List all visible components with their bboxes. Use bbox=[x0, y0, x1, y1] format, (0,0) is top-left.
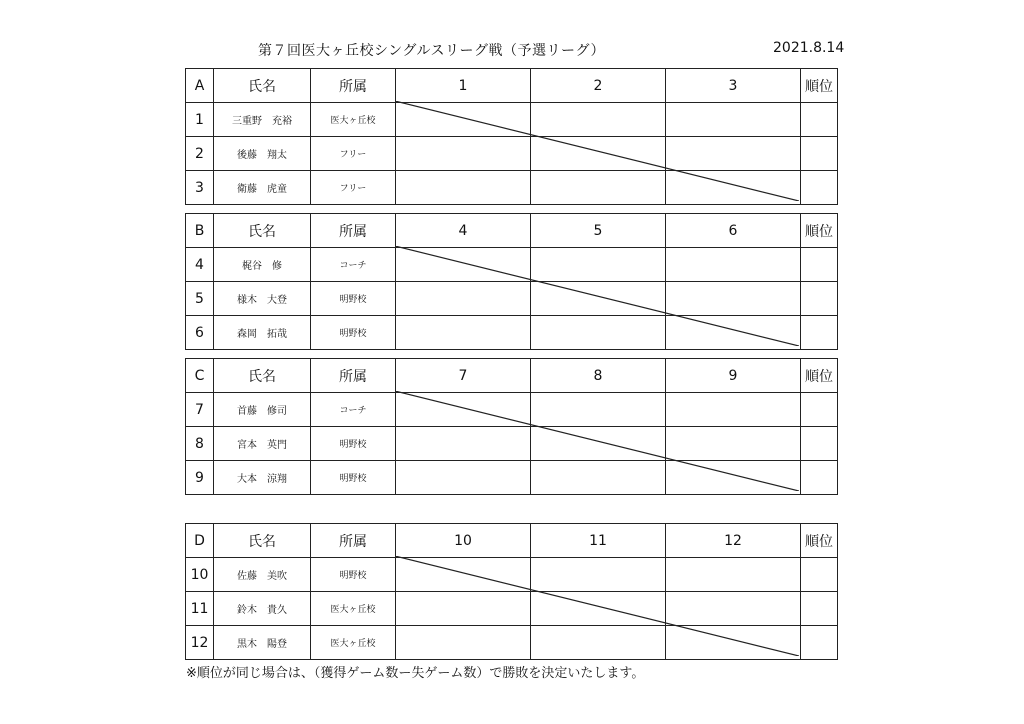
player-affiliation: フリー bbox=[311, 171, 396, 205]
player-affiliation: 明野校 bbox=[311, 282, 396, 316]
league-label: B bbox=[186, 214, 214, 248]
match-number-header: 11 bbox=[531, 524, 666, 558]
score-cell bbox=[531, 427, 666, 461]
rank-cell bbox=[801, 316, 838, 350]
score-cell bbox=[531, 103, 666, 137]
score-cell bbox=[531, 137, 666, 171]
league-label: D bbox=[186, 524, 214, 558]
score-cell bbox=[531, 171, 666, 205]
score-cell bbox=[396, 171, 531, 205]
player-number: 10 bbox=[186, 558, 214, 592]
score-cell bbox=[666, 592, 801, 626]
table-row bbox=[186, 248, 838, 282]
player-name: 三重野 充裕 bbox=[214, 103, 311, 137]
score-cell bbox=[396, 461, 531, 495]
rank-cell bbox=[801, 461, 838, 495]
score-cell bbox=[531, 461, 666, 495]
match-number-header: 10 bbox=[396, 524, 531, 558]
affiliation-column-header: 所属 bbox=[311, 359, 396, 393]
score-cell bbox=[666, 427, 801, 461]
rank-cell bbox=[801, 137, 838, 171]
match-number-header: 7 bbox=[396, 359, 531, 393]
score-cell bbox=[396, 137, 531, 171]
rank-cell bbox=[801, 248, 838, 282]
player-name: 佐藤 美吹 bbox=[214, 558, 311, 592]
player-number: 3 bbox=[186, 171, 214, 205]
table-row bbox=[186, 427, 838, 461]
player-name: 宮本 英門 bbox=[214, 427, 311, 461]
player-affiliation: 明野校 bbox=[311, 461, 396, 495]
rank-cell bbox=[801, 171, 838, 205]
rank-cell bbox=[801, 427, 838, 461]
league-table-a bbox=[185, 68, 837, 201]
score-cell bbox=[666, 282, 801, 316]
score-cell bbox=[396, 626, 531, 660]
score-cell bbox=[666, 461, 801, 495]
result-grid bbox=[185, 358, 838, 495]
score-cell bbox=[531, 282, 666, 316]
score-cell bbox=[531, 626, 666, 660]
score-cell bbox=[531, 558, 666, 592]
table-row bbox=[186, 558, 838, 592]
score-cell bbox=[396, 248, 531, 282]
table-row bbox=[186, 393, 838, 427]
rank-cell bbox=[801, 103, 838, 137]
score-cell bbox=[396, 558, 531, 592]
score-cell bbox=[531, 248, 666, 282]
date-label: 2021.8.14 bbox=[773, 40, 845, 56]
score-cell bbox=[396, 316, 531, 350]
score-cell bbox=[666, 558, 801, 592]
rank-cell bbox=[801, 393, 838, 427]
player-number: 7 bbox=[186, 393, 214, 427]
score-cell bbox=[396, 393, 531, 427]
match-number-header: 1 bbox=[396, 69, 531, 103]
league-table-d bbox=[185, 523, 837, 656]
header-row bbox=[186, 524, 838, 558]
affiliation-column-header: 所属 bbox=[311, 214, 396, 248]
score-cell bbox=[666, 171, 801, 205]
player-name: 後藤 翔太 bbox=[214, 137, 311, 171]
match-number-header: 3 bbox=[666, 69, 801, 103]
match-number-header: 4 bbox=[396, 214, 531, 248]
rank-column-header: 順位 bbox=[801, 69, 838, 103]
header-row bbox=[186, 359, 838, 393]
rank-column-header: 順位 bbox=[801, 524, 838, 558]
result-grid bbox=[185, 68, 838, 205]
league-table-b bbox=[185, 213, 837, 346]
name-column-header: 氏名 bbox=[214, 524, 311, 558]
score-cell bbox=[396, 427, 531, 461]
player-affiliation: コーチ bbox=[311, 393, 396, 427]
result-grid bbox=[185, 523, 838, 660]
score-cell bbox=[396, 103, 531, 137]
header-row bbox=[186, 69, 838, 103]
player-number: 4 bbox=[186, 248, 214, 282]
player-affiliation: 明野校 bbox=[311, 427, 396, 461]
league-table-c bbox=[185, 358, 837, 491]
table-row bbox=[186, 103, 838, 137]
score-cell bbox=[396, 592, 531, 626]
league-label: C bbox=[186, 359, 214, 393]
player-number: 6 bbox=[186, 316, 214, 350]
player-affiliation: コーチ bbox=[311, 248, 396, 282]
score-cell bbox=[666, 316, 801, 350]
player-number: 9 bbox=[186, 461, 214, 495]
match-number-header: 2 bbox=[531, 69, 666, 103]
score-cell bbox=[666, 626, 801, 660]
affiliation-column-header: 所属 bbox=[311, 524, 396, 558]
score-cell bbox=[666, 103, 801, 137]
table-row bbox=[186, 592, 838, 626]
player-number: 2 bbox=[186, 137, 214, 171]
score-cell bbox=[666, 393, 801, 427]
player-name: 鈴木 貴久 bbox=[214, 592, 311, 626]
match-number-header: 8 bbox=[531, 359, 666, 393]
player-affiliation: 明野校 bbox=[311, 558, 396, 592]
score-cell bbox=[666, 248, 801, 282]
score-cell bbox=[531, 592, 666, 626]
rank-column-header: 順位 bbox=[801, 214, 838, 248]
match-number-header: 9 bbox=[666, 359, 801, 393]
league-label: A bbox=[186, 69, 214, 103]
match-number-header: 6 bbox=[666, 214, 801, 248]
name-column-header: 氏名 bbox=[214, 214, 311, 248]
player-name: 森岡 拓哉 bbox=[214, 316, 311, 350]
page-title: 第７回医大ヶ丘校シングルスリーグ戦（予選リーグ） bbox=[258, 43, 605, 59]
player-affiliation: 明野校 bbox=[311, 316, 396, 350]
player-name: 首藤 修司 bbox=[214, 393, 311, 427]
player-name: 梶谷 修 bbox=[214, 248, 311, 282]
match-number-header: 5 bbox=[531, 214, 666, 248]
table-row bbox=[186, 137, 838, 171]
table-row bbox=[186, 282, 838, 316]
table-row bbox=[186, 171, 838, 205]
player-number: 12 bbox=[186, 626, 214, 660]
name-column-header: 氏名 bbox=[214, 69, 311, 103]
player-name: 大本 涼翔 bbox=[214, 461, 311, 495]
rank-column-header: 順位 bbox=[801, 359, 838, 393]
player-affiliation: 医大ヶ丘校 bbox=[311, 103, 396, 137]
footnote: ※順位が同じ場合は、（獲得ゲーム数ー失ゲーム数）で勝敗を決定いたします。 bbox=[186, 666, 645, 681]
player-number: 1 bbox=[186, 103, 214, 137]
player-affiliation: 医大ヶ丘校 bbox=[311, 626, 396, 660]
player-affiliation: 医大ヶ丘校 bbox=[311, 592, 396, 626]
match-number-header: 12 bbox=[666, 524, 801, 558]
player-number: 5 bbox=[186, 282, 214, 316]
table-row bbox=[186, 461, 838, 495]
header-row bbox=[186, 214, 838, 248]
rank-cell bbox=[801, 626, 838, 660]
player-number: 11 bbox=[186, 592, 214, 626]
name-column-header: 氏名 bbox=[214, 359, 311, 393]
rank-cell bbox=[801, 558, 838, 592]
table-row bbox=[186, 626, 838, 660]
score-cell bbox=[531, 393, 666, 427]
score-cell bbox=[531, 316, 666, 350]
result-grid bbox=[185, 213, 838, 350]
score-cell bbox=[396, 282, 531, 316]
score-cell bbox=[666, 137, 801, 171]
player-name: 黒木 陽登 bbox=[214, 626, 311, 660]
rank-cell bbox=[801, 592, 838, 626]
player-name: 様木 大登 bbox=[214, 282, 311, 316]
affiliation-column-header: 所属 bbox=[311, 69, 396, 103]
rank-cell bbox=[801, 282, 838, 316]
table-row bbox=[186, 316, 838, 350]
player-name: 衛藤 虎童 bbox=[214, 171, 311, 205]
player-affiliation: フリー bbox=[311, 137, 396, 171]
player-number: 8 bbox=[186, 427, 214, 461]
